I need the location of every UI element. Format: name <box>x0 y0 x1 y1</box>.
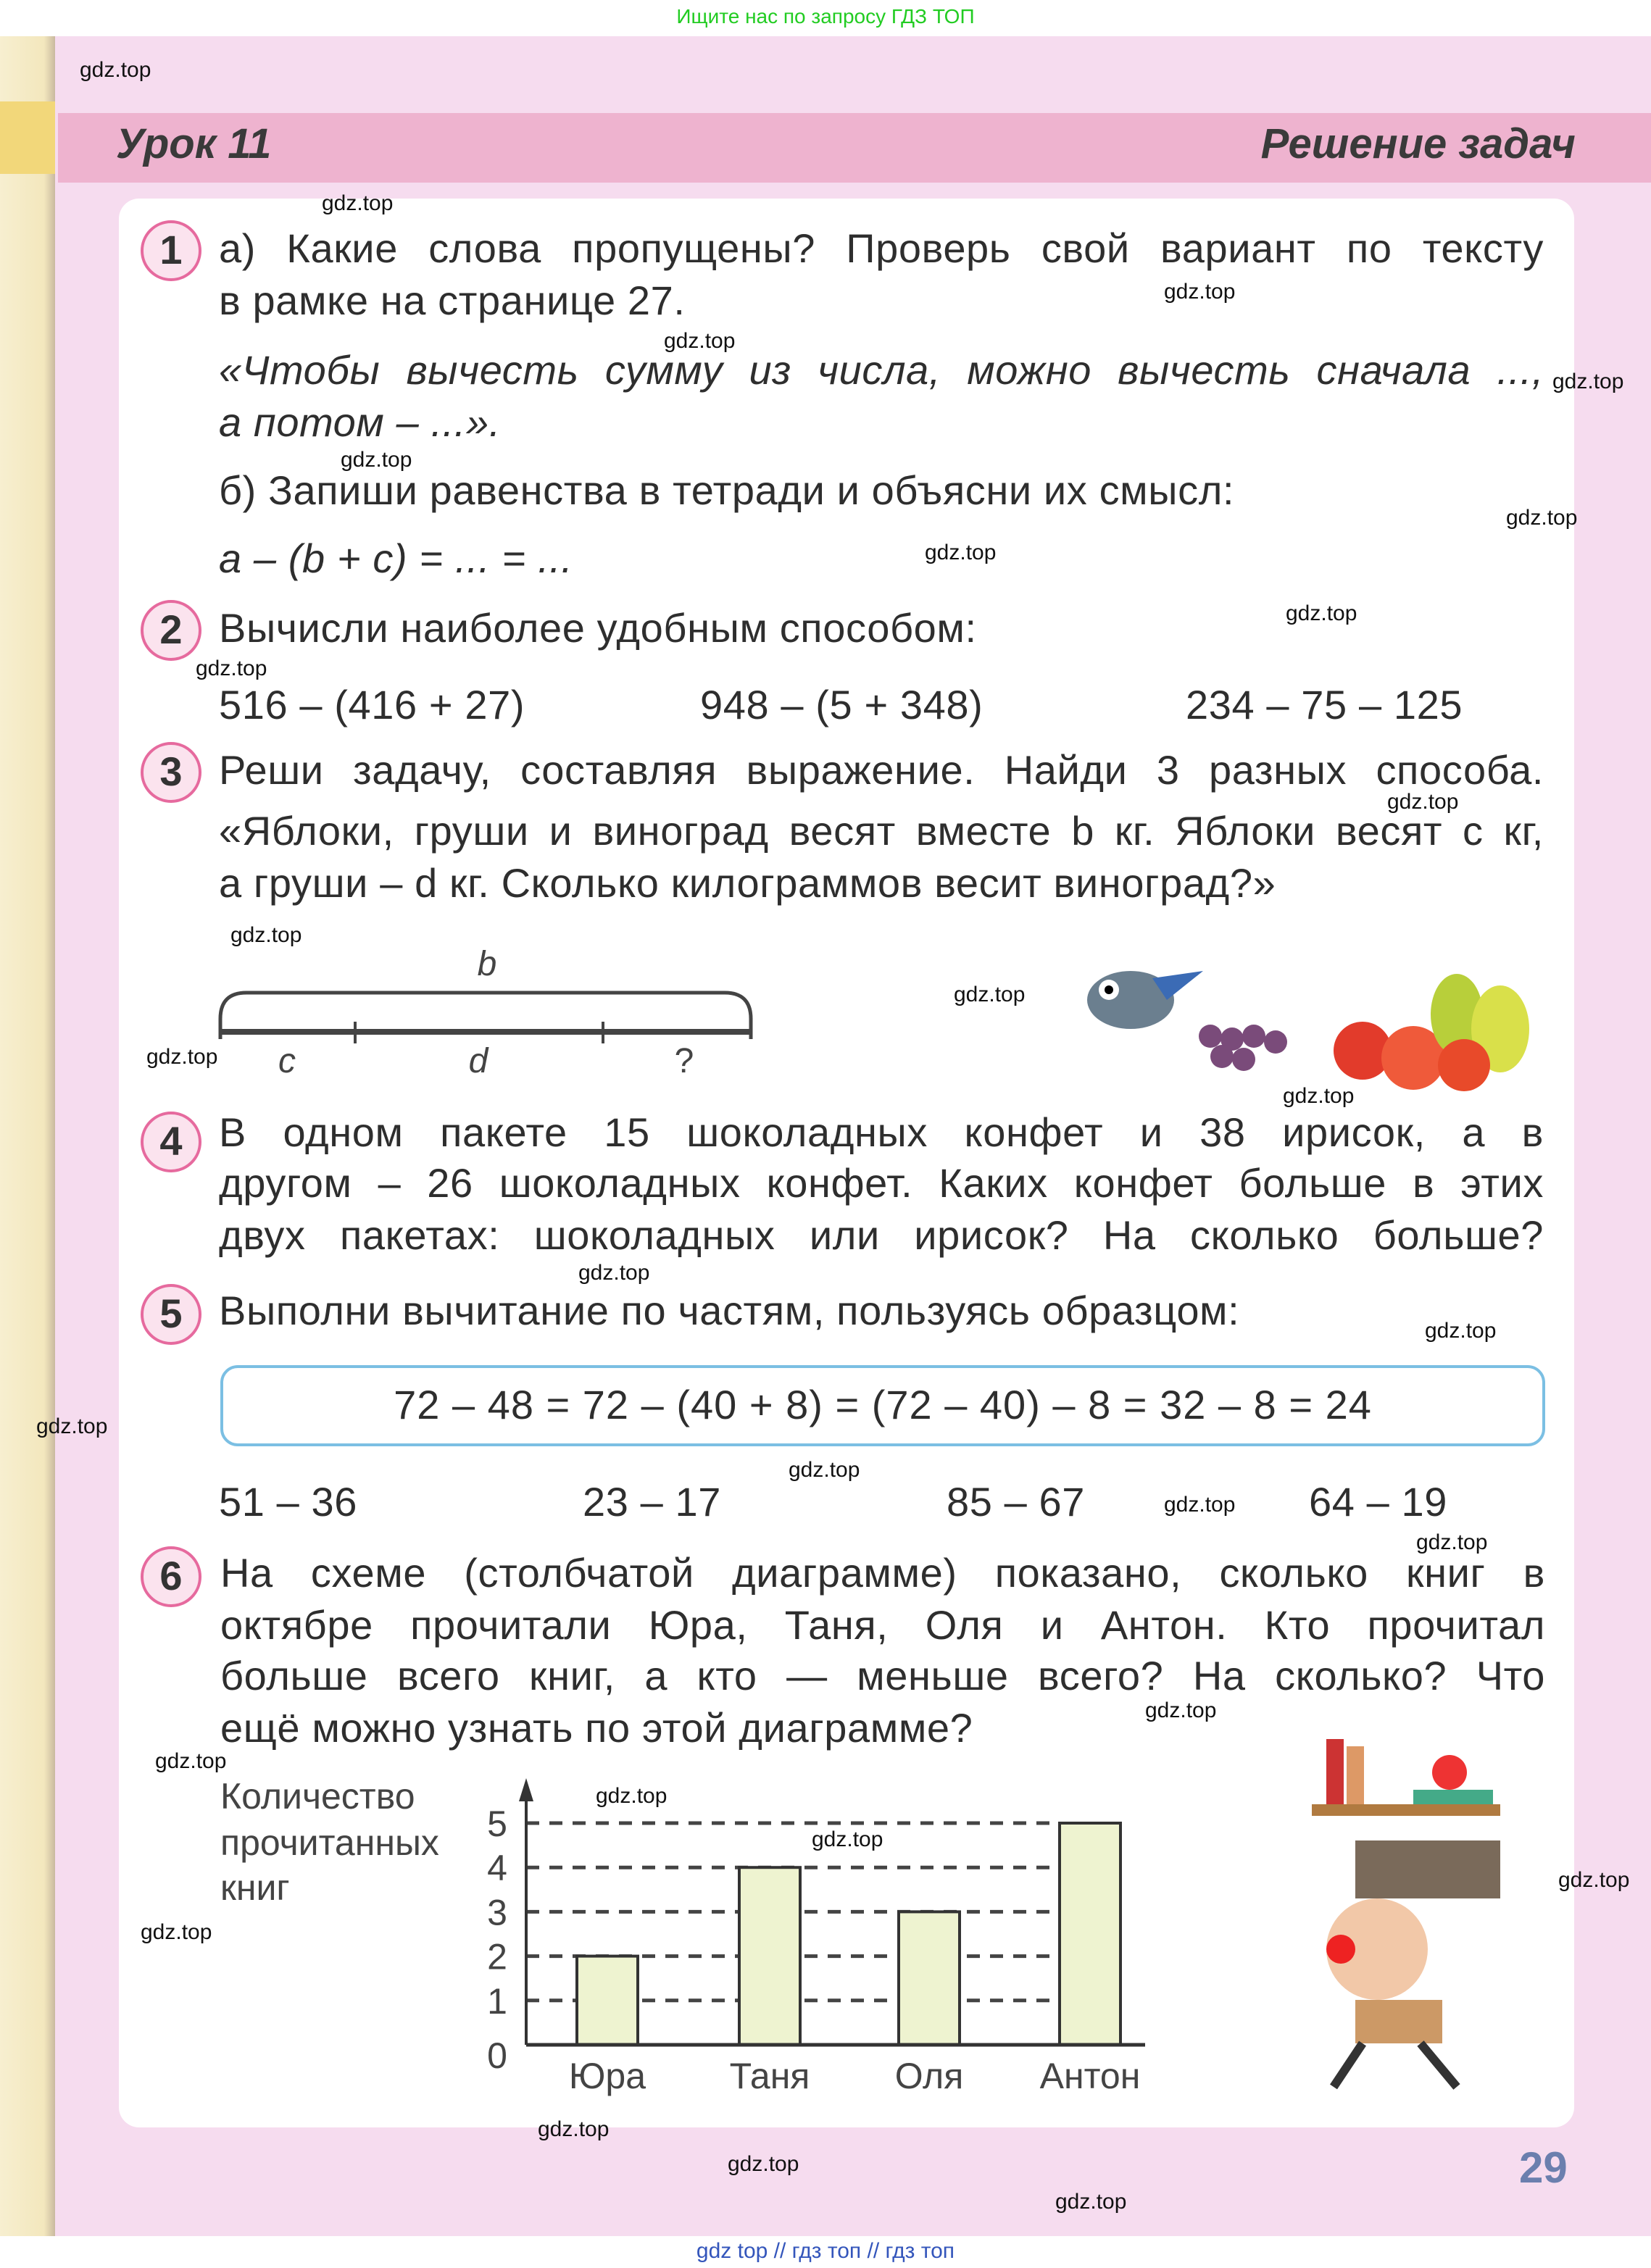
bird-icon <box>1087 971 1203 1029</box>
task1-equation: a – (b + c) = ... = ... <box>219 536 573 581</box>
watermark: gdz.top <box>341 448 412 472</box>
watermark: gdz.top <box>596 1784 668 1809</box>
lesson-header <box>58 113 1651 183</box>
y-tick-label: 3 <box>487 1892 507 1933</box>
task1-part-b: б) Запиши равенства в тетради и объясни их смысл: <box>219 468 1235 513</box>
task4-line1: В одном пакете 15 шоколадных конфет и 38 ирисок, а в <box>219 1110 1544 1155</box>
watermark: gdz.top <box>1416 1530 1488 1555</box>
task-number-4: 4 <box>141 1112 201 1172</box>
watermark: gdz.top <box>36 1414 108 1439</box>
watermark: gdz.top <box>578 1261 650 1285</box>
task2-text: Вычисли наиболее удобным способом: <box>219 606 977 651</box>
bar-4 <box>1060 1823 1120 2045</box>
task5-expr-2: 23 – 17 <box>583 1480 722 1525</box>
task4-line3: двух пакетах: шоколадных или ирисок? На сколько больше? <box>219 1213 1544 1258</box>
task6-line3: больше всего книг, а кто — меньше всего? На сколько? Что <box>220 1654 1545 1698</box>
watermark: gdz.top <box>80 58 151 83</box>
y-axis-arrow-icon <box>519 1778 533 1801</box>
x-tick-label: Таня <box>729 2056 810 2096</box>
page-number: 29 <box>1519 2145 1568 2193</box>
task4-line2: другом – 26 шоколадных конфет. Каких конфет больше в этих <box>219 1161 1544 1206</box>
label-question: ? <box>674 1042 694 1080</box>
bar-chart <box>203 1761 1189 2109</box>
task6-line1: На схеме (столбчатой диаграмме) показано, сколько книг в <box>220 1551 1545 1596</box>
task5-expr-3: 85 – 67 <box>947 1480 1086 1525</box>
y-axis-label-line1: Количество <box>220 1776 415 1817</box>
watermark: gdz.top <box>789 1458 860 1483</box>
task1-quote-line1: «Чтобы вычесть сумму из числа, можно вычесть сначала ..., <box>219 348 1544 393</box>
watermark: gdz.top <box>141 1920 212 1945</box>
y-tick-label: 1 <box>487 1980 507 2022</box>
y-axis-label-line2: прочитанных <box>220 1822 439 1863</box>
task-number-3: 3 <box>141 742 201 803</box>
task1-line1: а) Какие слова пропущены? Проверь свой вариант по тексту <box>219 226 1544 271</box>
y-tick-label: 4 <box>487 1848 507 1889</box>
watermark: gdz.top <box>664 329 736 354</box>
watermark: gdz.top <box>1145 1698 1217 1723</box>
watermark: gdz.top <box>1283 1084 1355 1109</box>
lesson-number: Урок 11 <box>116 122 272 168</box>
task-number-6: 6 <box>141 1546 201 1607</box>
fruit-illustration <box>1065 949 1558 1094</box>
watermark: gdz.top <box>925 541 997 565</box>
footer-banner: gdz top // гдз топ // гдз топ <box>0 2236 1651 2268</box>
watermark: gdz.top <box>146 1045 218 1070</box>
bar-2 <box>739 1867 800 2045</box>
task3-line3: а груши – d кг. Сколько килограммов весит виноград?» <box>219 861 1276 906</box>
task5-text: Выполни вычитание по частям, пользуясь образцом: <box>219 1288 1240 1333</box>
task1-quote-line2: а потом – ...». <box>219 400 501 445</box>
clown-with-books-illustration <box>1297 1732 1529 2094</box>
lesson-topic: Решение задач <box>1260 122 1576 168</box>
label-c: c <box>278 1042 296 1080</box>
watermark: gdz.top <box>1558 1868 1630 1893</box>
task-number-5: 5 <box>141 1284 201 1345</box>
task6-line4: ещё можно узнать по этой диаграмме? <box>220 1706 973 1751</box>
y-axis-label-line3: книг <box>220 1867 290 1908</box>
task1-line2: в рамке на странице 27. <box>219 278 686 323</box>
watermark: gdz.top <box>1506 506 1578 530</box>
watermark: gdz.top <box>1286 601 1357 626</box>
watermark: gdz.top <box>155 1749 227 1774</box>
watermark: gdz.top <box>1425 1319 1497 1343</box>
watermark: gdz.top <box>812 1827 883 1852</box>
label-d: d <box>468 1042 488 1080</box>
watermark: gdz.top <box>1552 370 1624 394</box>
label-b: b <box>477 945 497 983</box>
watermark: gdz.top <box>728 2152 799 2177</box>
task2-expr-1: 516 – (416 + 27) <box>219 683 525 727</box>
task-number-1: 1 <box>141 220 201 281</box>
x-tick-label: Оля <box>894 2056 964 2096</box>
sample-equation: 72 – 48 = 72 – (40 + 8) = (72 – 40) – 8 = 32 – 8 = 24 <box>394 1383 1372 1427</box>
bar-3 <box>899 1911 960 2045</box>
x-tick-label: Юра <box>568 2056 646 2096</box>
task3-line1: Реши задачу, составляя выражение. Найди 3 разных способа. <box>219 748 1544 793</box>
y-tick-label: 2 <box>487 1936 507 1977</box>
grapes-icon <box>1199 1025 1287 1071</box>
spine-tab <box>0 101 55 174</box>
page-spine <box>0 36 55 2236</box>
task5-expr-4: 64 – 19 <box>1309 1480 1448 1525</box>
task2-expr-3: 234 – 75 – 125 <box>1186 683 1463 727</box>
task6-line2: октябре прочитали Юра, Таня, Оля и Антон. Кто прочитал <box>220 1603 1545 1648</box>
watermark: gdz.top <box>196 656 267 681</box>
x-tick-label: Антон <box>1039 2056 1141 2096</box>
watermark: gdz.top <box>1055 2190 1127 2214</box>
task5-expr-1: 51 – 36 <box>219 1480 358 1525</box>
watermark: gdz.top <box>1164 1493 1236 1517</box>
y-tick-label: 5 <box>487 1804 507 1844</box>
watermark: gdz.top <box>954 983 1026 1007</box>
bar-1 <box>577 1956 638 2045</box>
task2-expr-2: 948 – (5 + 348) <box>700 683 983 727</box>
watermark: gdz.top <box>1387 790 1459 814</box>
apples-pears-icon <box>1334 974 1529 1091</box>
task-number-2: 2 <box>141 600 201 661</box>
watermark: gdz.top <box>322 191 394 216</box>
watermark: gdz.top <box>1164 280 1236 304</box>
top-banner: Ищите нас по запросу ГДЗ ТОП <box>0 0 1651 36</box>
watermark: gdz.top <box>538 2117 610 2142</box>
task3-line2: «Яблоки, груши и виноград весят вместе b кг. Яблоки весят c кг, <box>219 809 1544 854</box>
watermark: gdz.top <box>230 923 302 948</box>
segment-diagram <box>203 935 783 1087</box>
sample-box <box>220 1365 1545 1446</box>
y-tick-label: 0 <box>487 2035 507 2076</box>
